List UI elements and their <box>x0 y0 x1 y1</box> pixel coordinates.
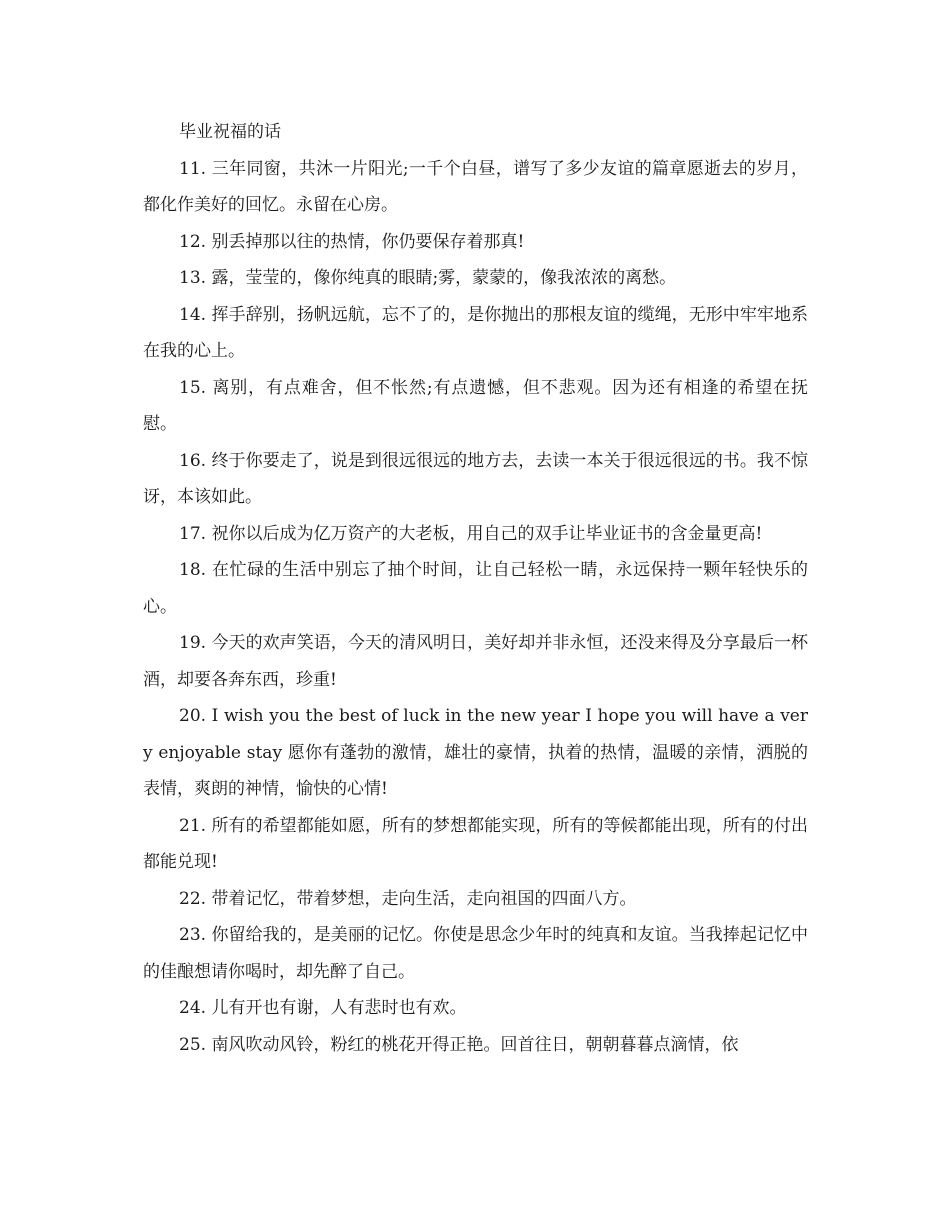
paragraph-25: 25. 南风吹动风铃，粉红的桃花开得正艳。回首往日，朝朝暮暮点滴情，依 <box>179 1034 739 1055</box>
paragraph-18: 18. 在忙碌的生活中别忘了抽个时间，让自己轻松一睛，永远保持一颗年轻快乐的心。 <box>143 560 808 617</box>
paragraph-22: 22. 带着记忆，带着梦想，走向生活，走向祖国的四面八方。 <box>179 888 637 909</box>
paragraph-11: 11. 三年同窗，共沐一片阳光;一千个白昼，谱写了多少友谊的篇章愿逝去的岁月，都化作美好的回忆。永留在心房。 <box>143 158 808 215</box>
paragraph-20: 20. I wish you the best of luck in the new year I hope you will have a very enjoyable stay 愿你有蓬勃的激情，雄壮的豪情，执着的热情，温暖的亲情，洒脱的表情，爽朗的神情，愉快的心情! <box>143 706 808 799</box>
document-title: 毕业祝福的话 <box>179 122 281 142</box>
paragraph-16: 16. 终于你要走了，说是到很远很远的地方去，去读一本关于很远很远的书。我不惊讶，本该如此。 <box>143 450 808 507</box>
document-body <box>143 114 808 1063</box>
paragraph-24: 24. 儿有开也有谢，人有悲时也有欢。 <box>179 998 467 1018</box>
paragraph-12: 12. 别丢掉那以往的热情，你仍要保存着那真! <box>179 231 525 252</box>
paragraph-19: 19. 今天的欢声笑语，今天的清风明日，美好却并非永恒，还没来得及分享最后一杯酒，却要各奔东西，珍重! <box>143 633 808 690</box>
paragraph-21: 21. 所有的希望都能如愿，所有的梦想都能实现，所有的等候都能出现，所有的付出都能兑现! <box>143 815 808 872</box>
paragraph-17: 17. 祝你以后成为亿万资产的大老板，用自己的双手让毕业证书的含金量更高! <box>179 523 763 544</box>
paragraph-14: 14. 挥手辞别，扬帆远航，忘不了的，是你抛出的那根友谊的缆绳，无形中牢牢地系在我的心上。 <box>143 304 808 361</box>
paragraph-15: 15. 离别，有点难舍，但不怅然;有点遗憾，但不悲观。因为还有相逢的希望在抚慰。 <box>143 377 808 434</box>
paragraph-13: 13. 露，莹莹的，像你纯真的眼睛;雾，蒙蒙的，像我浓浓的离愁。 <box>179 268 677 288</box>
paragraph-23: 23. 你留给我的，是美丽的记忆。你使是思念少年时的纯真和友谊。当我捧起记忆中的佳酿想请你喝时，却先醉了自己。 <box>143 925 808 982</box>
